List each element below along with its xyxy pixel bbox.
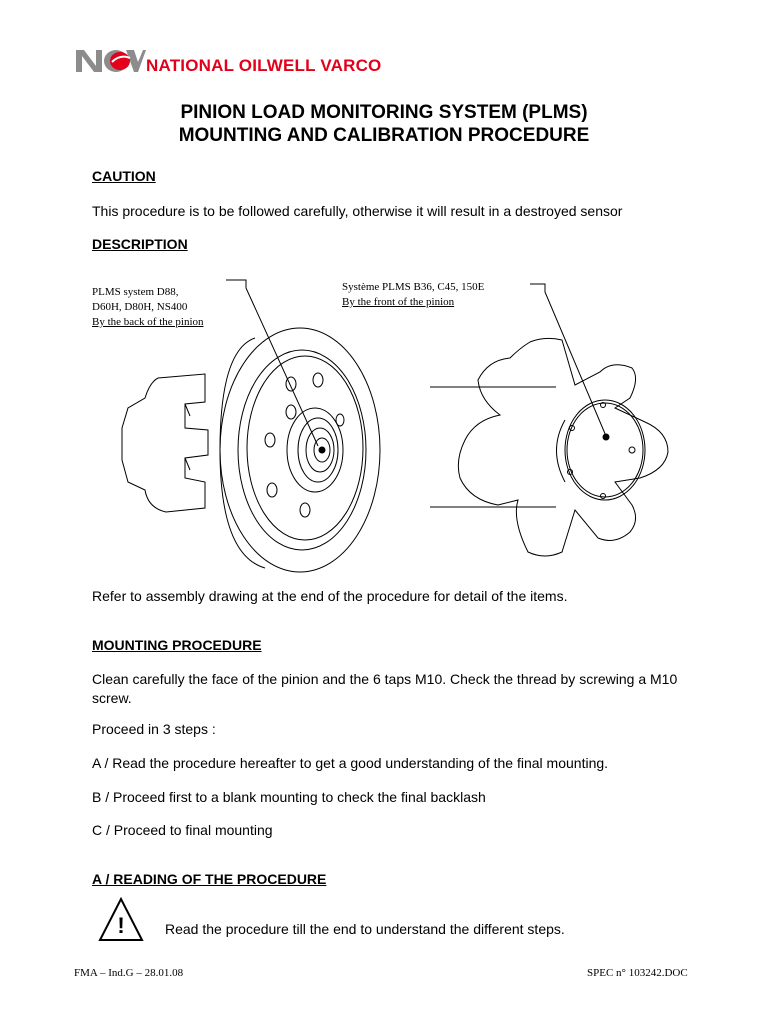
step-a: A / Read the procedure hereafter to get a good understanding of the final mounting. xyxy=(92,755,609,771)
right-caption-line2: By the front of the pinion xyxy=(342,296,455,308)
right-pinion-drawing xyxy=(430,284,668,556)
document-title-line2: MOUNTING AND CALIBRATION PROCEDURE xyxy=(178,125,590,146)
left-caption-line1: PLMS system D88, xyxy=(92,286,179,298)
left-caption-line3: By the back of the pinion xyxy=(92,316,204,328)
right-caption-line1: Système PLMS B36, C45, 150E xyxy=(342,281,485,293)
left-pinion-drawing xyxy=(122,280,380,572)
warning-text: Read the procedure till the end to understand the different steps. xyxy=(165,921,565,937)
caution-text: This procedure is to be followed carefully, otherwise it will result in a destroyed sensor xyxy=(92,203,623,219)
footer-left: FMA – Ind.G – 28.01.08 xyxy=(74,967,184,979)
left-caption-line2: D60H, D80H, NS400 xyxy=(92,301,188,313)
mounting-heading: MOUNTING PROCEDURE xyxy=(92,637,262,653)
warning-sign xyxy=(98,897,144,943)
reading-heading: A / READING OF THE PROCEDURE xyxy=(92,871,327,887)
company-name: NATIONAL OILWELL VARCO xyxy=(146,56,382,75)
steps-intro: Proceed in 3 steps : xyxy=(92,721,216,737)
footer-right: SPEC n° 103242.DOC xyxy=(587,967,688,979)
description-heading: DESCRIPTION xyxy=(92,236,188,252)
step-c: C / Proceed to final mounting xyxy=(92,822,273,838)
clean-text: Clean carefully the face of the pinion and the 6 taps M10. Check the thread by screwing a M10 screw. xyxy=(92,671,678,706)
warning-symbol: ! xyxy=(117,913,125,938)
caution-heading: CAUTION xyxy=(92,168,156,184)
refer-text: Refer to assembly drawing at the end of the procedure for detail of the items. xyxy=(92,588,568,604)
step-b: B / Proceed first to a blank mounting to check the final backlash xyxy=(92,789,486,805)
document-title-line1: PINION LOAD MONITORING SYSTEM (PLMS) xyxy=(180,102,588,123)
